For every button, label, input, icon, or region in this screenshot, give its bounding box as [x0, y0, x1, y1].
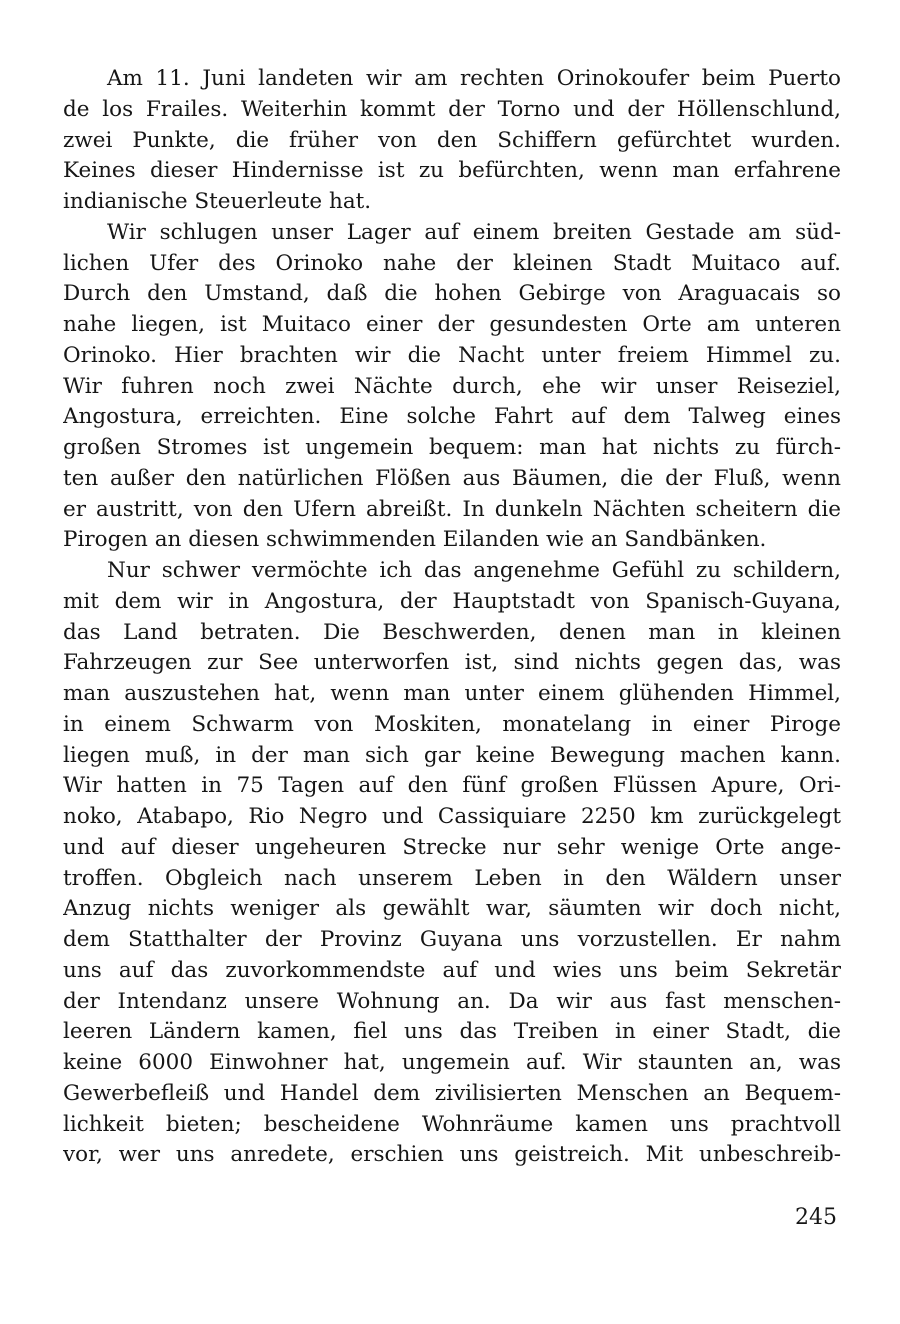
text-line: man auszustehen hat, wenn man unter einem glühenden Himmel,: [63, 681, 841, 706]
text-line: lichen Ufer des Orinoko nahe der kleinen Stadt Muitaco auf.: [63, 250, 841, 276]
paragraph: [63, 556, 841, 1171]
text-line: in einem Schwarm von Moskiten, monatelang in einer Piroge: [63, 711, 841, 737]
text-line: troffen. Obgleich nach unserem Leben in den Wäldern unser: [63, 865, 841, 891]
text-line: dem Statthalter der Provinz Guyana uns vorzustellen. Er nahm: [63, 927, 841, 952]
text-line: Gewerbefleiß und Handel dem zivilisierten Menschen an Bequem-: [63, 1080, 841, 1106]
text-line: Am 11. Juni landeten wir am rechten Orinokoufer beim Puerto: [107, 66, 841, 91]
text-line: großen Stromes ist ungemein bequem: man hat nichts zu fürch-: [63, 435, 841, 460]
body-text: [63, 64, 841, 1171]
text-line: Orinoko. Hier brachten wir die Nacht unter freiem Himmel zu.: [63, 342, 841, 368]
text-line: liegen muß, in der man sich gar keine Bewegung machen kann.: [63, 742, 841, 768]
text-line: keine 6000 Einwohner hat, ungemein auf. Wir staunten an, was: [63, 1050, 841, 1075]
text-line: Wir fuhren noch zwei Nächte durch, ehe wir unser Reiseziel,: [63, 373, 841, 399]
text-line: zwei Punkte, die früher von den Schiffern gefürchtet wurden.: [63, 127, 841, 153]
text-line: Wir hatten in 75 Tagen auf den fünf großen Flüssen Apure, Ori-: [63, 773, 841, 799]
text-line: Angostura, erreichten. Eine solche Fahrt auf dem Talweg eines: [63, 404, 841, 430]
paragraph: [63, 218, 841, 556]
text-line: Pirogen an diesen schwimmenden Eilanden wie an Sandbänken.: [63, 527, 767, 553]
text-line: er austritt, von den Ufern abreißt. In dunkeln Nächten scheitern die: [63, 496, 841, 522]
text-line: Wir schlugen unser Lager auf einem breiten Gestade am süd-: [107, 219, 841, 245]
text-line: uns auf das zuvorkommendste auf und wies uns beim Sekretär: [63, 957, 841, 983]
text-line: noko, Atabapo, Rio Negro und Cassiquiare 2250 km zurückgelegt: [63, 804, 841, 829]
text-line: der Intendanz unsere Wohnung an. Da wir aus fast menschen-: [63, 988, 841, 1014]
text-line: vor, wer uns anredete, erschien uns geistreich. Mit unbeschreib-: [63, 1142, 841, 1168]
page-number: 245: [795, 1205, 837, 1230]
text-line: mit dem wir in Angostura, der Hauptstadt von Spanisch-Guyana,: [63, 588, 841, 614]
text-line: Fahrzeugen zur See unterworfen ist, sind nichts gegen das, was: [63, 650, 841, 676]
text-line: de los Frailes. Weiterhin kommt der Torno und der Höllenschlund,: [63, 96, 841, 122]
text-line: Anzug nichts weniger als gewählt war, säumten wir doch nicht,: [63, 896, 841, 922]
text-line: ten außer den natürlichen Flößen aus Bäumen, die der Fluß, wenn: [63, 465, 841, 491]
text-line: und auf dieser ungeheuren Strecke nur sehr wenige Orte ange-: [63, 834, 841, 860]
text-line: nahe liegen, ist Muitaco einer der gesundesten Orte am unteren: [63, 312, 841, 337]
text-line: leeren Ländern kamen, fiel uns das Treiben in einer Stadt, die: [63, 1019, 841, 1045]
text-line: das Land betraten. Die Beschwerden, denen man in kleinen: [63, 619, 841, 645]
text-line: indianische Steuerleute hat.: [63, 189, 372, 214]
text-line: lichkeit bieten; bescheidene Wohnräume kamen uns prachtvoll: [63, 1111, 841, 1137]
paragraph: [63, 64, 841, 218]
text-line: Durch den Umstand, daß die hohen Gebirge von Araguacais so: [63, 281, 841, 307]
text-line: Keines dieser Hindernisse ist zu befürchten, wenn man erfahrene: [63, 158, 841, 184]
text-line: Nur schwer vermöchte ich das angenehme Gefühl zu schildern,: [107, 558, 841, 583]
